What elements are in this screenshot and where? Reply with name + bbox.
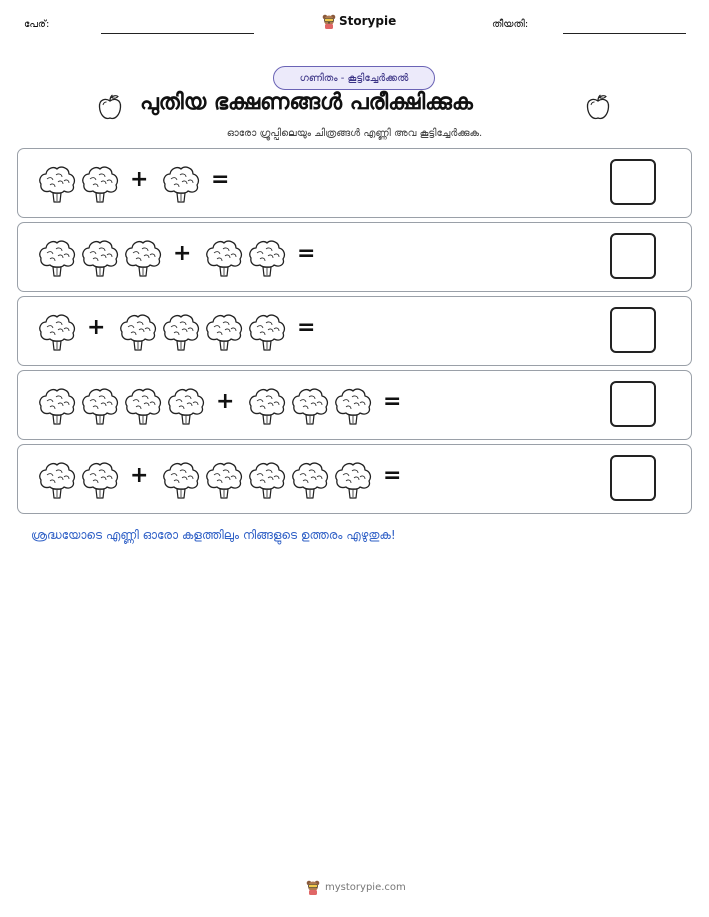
broccoli-icon [162,459,200,499]
problem-row [17,222,692,292]
date-label: തീയതി: [492,19,529,30]
broccoli-icon [205,311,243,351]
bear-mascot-icon [306,879,320,895]
brand-logo [322,13,396,29]
broccoli-icon [248,459,286,499]
broccoli-icon [81,385,119,425]
answer-box[interactable] [610,233,656,279]
broccoli-icon [119,311,157,351]
equals-sign: = [211,167,230,192]
broccoli-icon [248,237,286,277]
broccoli-icon [167,385,205,425]
broccoli-icon [38,311,76,351]
answer-box[interactable] [610,307,656,353]
plus-sign: + [87,315,106,340]
page-title: പുതിയ ഭക്ഷണങ്ങൾ പരീക്ഷിക്കുക [140,90,473,115]
broccoli-icon [38,459,76,499]
title-row [0,90,709,124]
answer-box[interactable] [610,381,656,427]
broccoli-icon [334,385,372,425]
subject-badge-label: ഗണിതം - കൂട്ടിച്ചേർക്കൽ [299,72,409,84]
equals-sign: = [297,241,316,266]
date-field[interactable] [563,33,686,34]
name-label: പേര്: [24,19,50,30]
broccoli-icon [291,385,329,425]
broccoli-icon [124,385,162,425]
apple-icon [585,93,611,121]
instructions: ഓരോ ഗ്രൂപ്പിലെയും ചിത്രങ്ങൾ എണ്ണി അവ കൂട്ടിച്ചേർക്കുക. [226,128,483,139]
site-footer [306,879,406,895]
problem-row [17,296,692,366]
problem-row [17,370,692,440]
broccoli-icon [248,311,286,351]
broccoli-icon [81,459,119,499]
equals-sign: = [297,315,316,340]
footer-site: mystorypie.com [325,881,406,893]
plus-sign: + [216,389,235,414]
broccoli-icon [81,237,119,277]
broccoli-icon [248,385,286,425]
broccoli-icon [124,237,162,277]
broccoli-icon [162,163,200,203]
broccoli-icon [291,459,329,499]
problem-row [17,148,692,218]
equals-sign: = [383,463,402,488]
broccoli-icon [38,385,76,425]
problem-row [17,444,692,514]
broccoli-icon [205,459,243,499]
answer-box[interactable] [610,455,656,501]
brand-name: Storypie [339,14,397,28]
broccoli-icon [38,237,76,277]
bear-mascot-icon [322,13,336,29]
broccoli-icon [205,237,243,277]
answer-box[interactable] [610,159,656,205]
worksheet-header [0,0,709,50]
name-field[interactable] [101,33,254,34]
subject-badge [273,66,435,90]
footer-note: ശ്രദ്ധയോടെ എണ്ണി ഓരോ കളത്തിലും നിങ്ങളുടെ ഉത്തരം എഴുതുക! [31,528,396,542]
broccoli-icon [81,163,119,203]
broccoli-icon [334,459,372,499]
plus-sign: + [130,167,149,192]
broccoli-icon [162,311,200,351]
apple-icon [97,93,123,121]
broccoli-icon [38,163,76,203]
equals-sign: = [383,389,402,414]
plus-sign: + [130,463,149,488]
plus-sign: + [173,241,192,266]
